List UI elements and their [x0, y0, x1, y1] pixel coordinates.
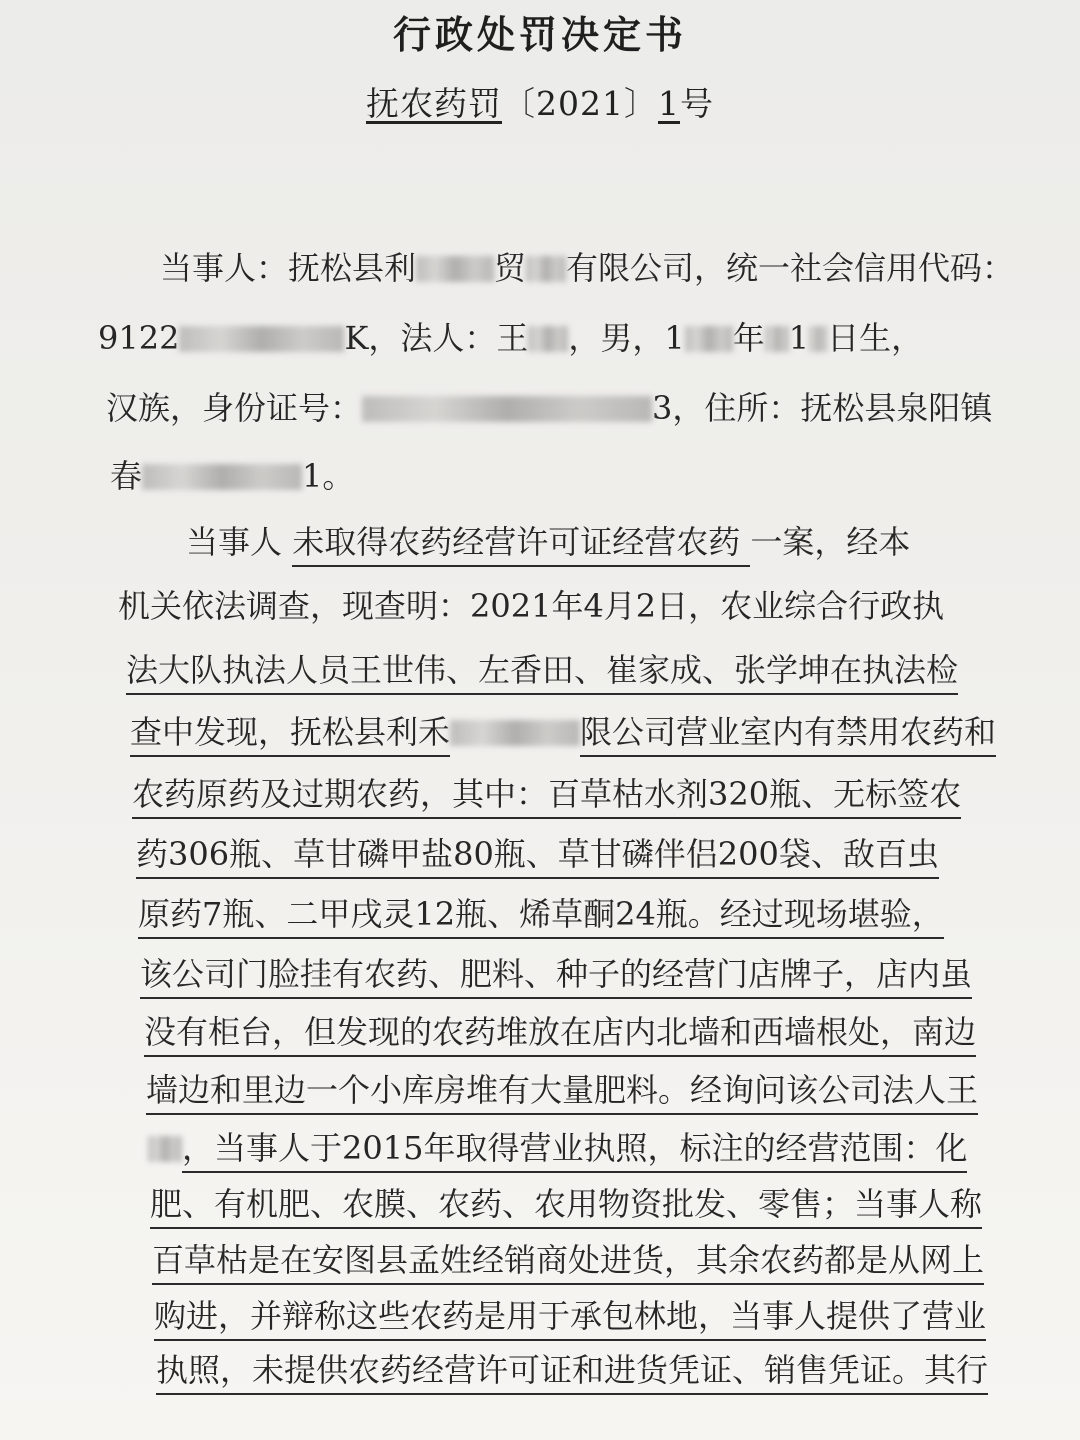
line-text: 购进，并辩称这些农药是用于承包林地，当事人提供了营业 [154, 1297, 986, 1341]
redaction [362, 396, 652, 422]
body-line-13 [152, 1240, 984, 1280]
address-start: 春 [110, 457, 143, 495]
body-line-10 [146, 1070, 978, 1110]
doc-number-suffix: 号 [679, 84, 714, 123]
body-party-label: 当事人 [186, 523, 293, 561]
redaction [528, 326, 568, 352]
party-name-mid: 贸 [494, 249, 527, 287]
line-text-start: 查中发现，抚松县利禾 [130, 713, 450, 757]
party-name-end: 有限公司，统一社会信用代码： [566, 249, 1015, 287]
line-text: 墙边和里边一个小库房堆有大量肥料。经询问该公司法人王 [146, 1071, 978, 1115]
redaction [179, 326, 344, 352]
line-text: 肥、有机肥、农膜、农药、农用物资批发、零售；当事人称 [150, 1185, 982, 1229]
line-text: ，当事人于2015年取得营业执照，标注的经营范围：化 [182, 1129, 967, 1173]
body-line-14 [154, 1296, 986, 1336]
line-text: 限公司营业室内有禁用农药和 [580, 713, 996, 757]
doc-number-num: 1 [657, 84, 680, 123]
body-case-tail: 一案，经本 [750, 523, 911, 561]
redaction [416, 256, 494, 282]
redaction [526, 256, 566, 282]
line-text: 执照，未提供农药经营许可证和进货凭证、销售凭证。其行 [156, 1351, 988, 1395]
document-number [0, 78, 1080, 125]
body-line-12 [150, 1184, 982, 1224]
redaction [148, 1136, 182, 1162]
body-line-2 [118, 586, 944, 626]
body-line-8 [140, 954, 972, 994]
case-description: 未取得农药经营许可证经营农药 [292, 523, 750, 567]
gender: ，男，1 [568, 319, 685, 357]
body-line-9 [144, 1012, 976, 1052]
line-text: 法大队执法人员王世伟、左香田、崔家成、张学坤在执法检 [126, 651, 958, 695]
line-text: 机关依法调查，现查明：2021年4月2日，农业综合行政执 [118, 587, 945, 625]
redaction [809, 326, 827, 352]
body-line-11 [148, 1128, 967, 1168]
body-line-4 [130, 712, 996, 752]
redaction [685, 326, 733, 352]
birth-year-label: 年 [732, 319, 765, 357]
line-text: 原药7瓶、二甲戌灵12瓶、烯草酮24瓶。经过现场堪验， [138, 895, 944, 939]
party-line-2 [98, 318, 923, 358]
birth-day-label: 日生， [827, 319, 924, 357]
legal-rep: K，法人：王 [344, 319, 529, 357]
document-title: 行政处罚决定书 [392, 12, 687, 57]
address-label: 3，住所：抚松县泉阳镇 [652, 389, 993, 427]
redaction [142, 464, 302, 490]
id-label: 汉族，身份证号： [106, 389, 363, 427]
line-text: 百草枯是在安图县孟姓经销商处进货，其余农药都是从网上 [152, 1241, 984, 1285]
body-line-5 [132, 774, 961, 814]
birth-month: 1 [788, 319, 810, 357]
party-line-1 [160, 248, 1014, 288]
body-line-3 [126, 650, 958, 690]
line-text: 农药原药及过期农药，其中：百草枯水剂320瓶、无标签农 [132, 775, 961, 819]
line-text: 没有柜台，但发现的农药堆放在店内北墙和西墙根处，南边 [144, 1013, 976, 1057]
body-line-6 [136, 834, 939, 874]
party-name-start: 当事人：抚松县利 [160, 249, 417, 287]
redaction [765, 326, 789, 352]
party-line-4 [110, 456, 354, 496]
body-line-15 [156, 1350, 988, 1390]
doc-number-year: 〔2021〕 [502, 84, 658, 123]
party-line-3 [106, 388, 992, 428]
body-line-7 [138, 894, 944, 934]
doc-number-prefix: 抚农药罚 [366, 84, 502, 123]
credit-code-start: 9122 [98, 319, 180, 357]
line-text: 药306瓶、草甘磷甲盐80瓶、草甘磷伴侣200袋、敌百虫 [136, 835, 939, 879]
body-line-1 [186, 522, 910, 562]
line-text: 该公司门脸挂有农药、肥料、种子的经营门店牌子，店内虽 [140, 955, 972, 999]
redaction [450, 720, 580, 746]
address-end: 1。 [302, 457, 355, 495]
